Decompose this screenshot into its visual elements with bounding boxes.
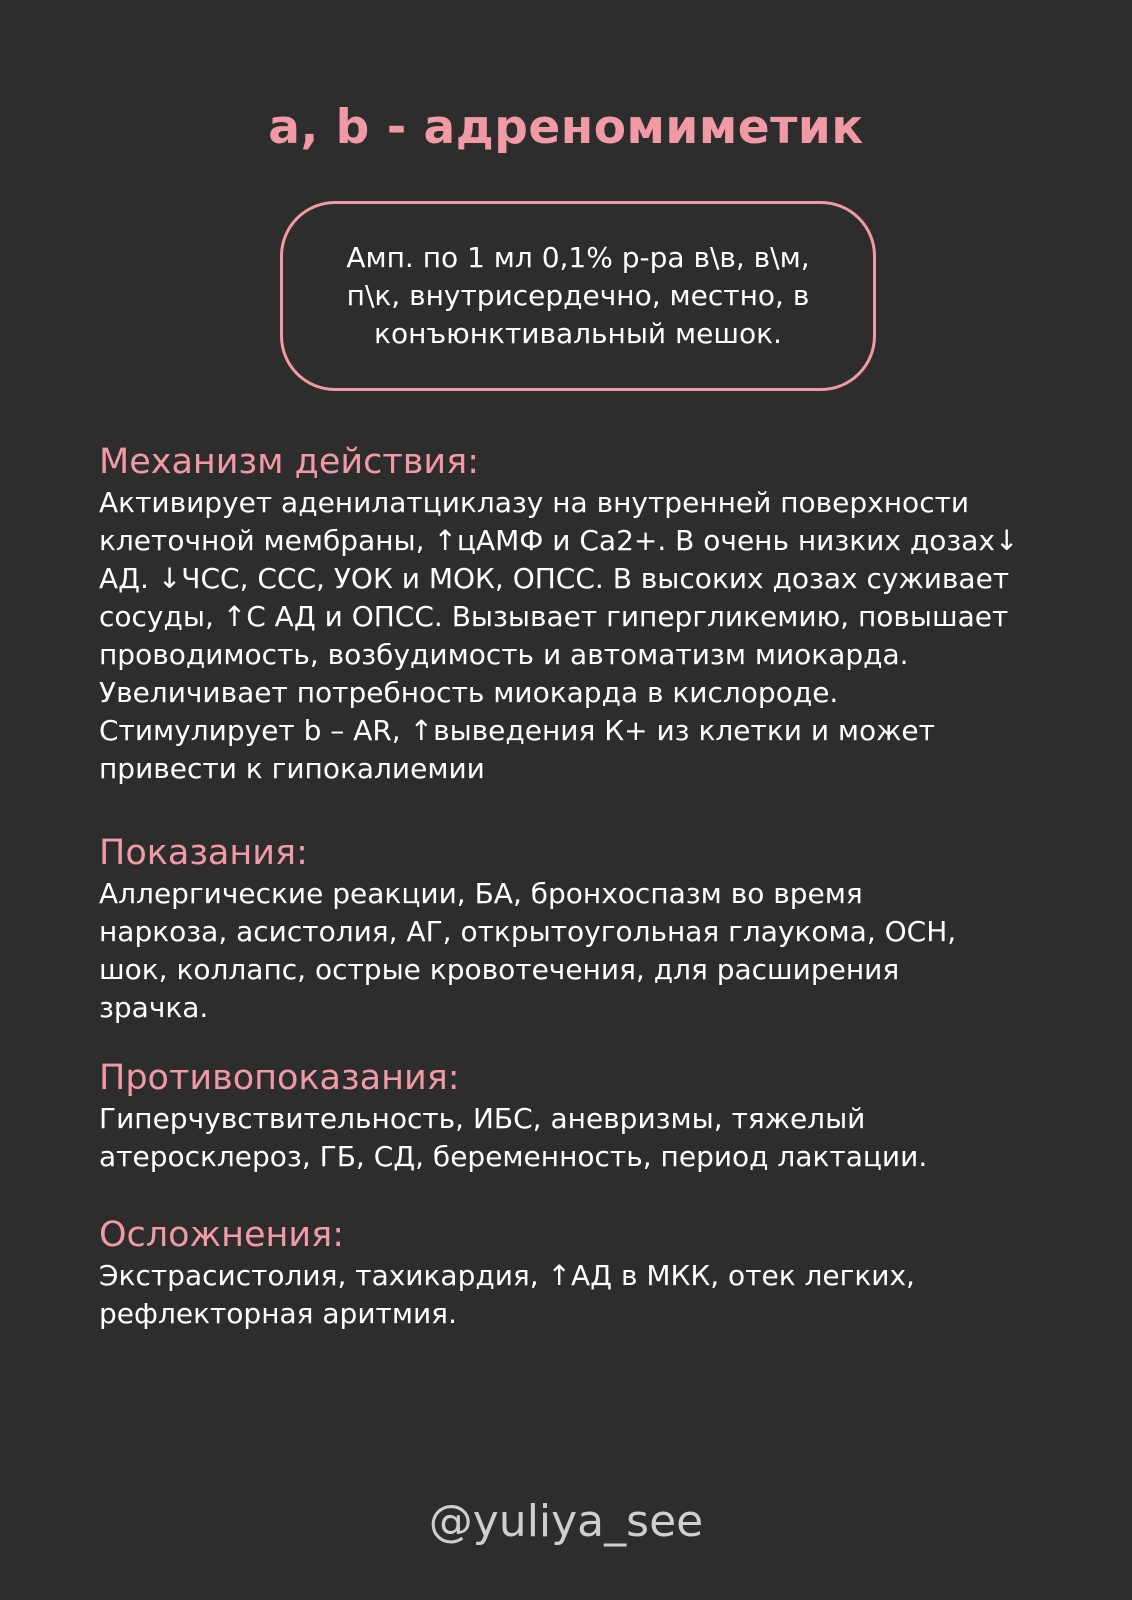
section-heading-indications: Показания: [99, 833, 308, 873]
section-heading-complications: Осложнения: [99, 1215, 344, 1255]
dosage-text: Амп. по 1 мл 0,1% р-ра в\в, в\м, п\к, внутрисердечно, местно, в конъюнктивальный мешок. [346, 241, 810, 350]
section-indications [99, 831, 1089, 1027]
section-body-indications: Аллергические реакции, БА, бронхоспазм во время наркоза, асистолия, АГ, открытоугольная глаукома, ОСН, шок, коллапс, острые кровотечения, для расширения зрачка. [99, 877, 957, 1024]
section-heading-mechanism: Механизм действия: [99, 442, 479, 482]
author-handle: @yuliya_see [428, 1496, 704, 1547]
section-body-contraindications: Гиперчувствительность, ИБС, аневризмы, тяжелый атеросклероз, ГБ, СД, беременность, период лактации. [99, 1102, 928, 1173]
section-body-mechanism: Активирует аденилатциклазу на внутренней поверхности клеточной мембраны, ↑цАМФ и Са2+. В очень низких дозах↓ АД. ↓ЧСС, ССС, УОК и МОК, ОПСС. В высоких дозах суживает сосуды, ↑С АД и ОПСС. Вызывает гипергликемию, повышает проводимость, возбудимость и автоматизм миокарда. Увеличивает потребность миокарда в кислороде. Стимулирует b – AR, ↑выведения К+ из клетки и может привести к гипокалиемии [99, 486, 1019, 785]
section-mechanism [99, 440, 1089, 788]
dosage-box [280, 201, 876, 391]
section-complications [99, 1213, 1089, 1333]
section-heading-contraindications: Противопоказания: [99, 1058, 460, 1098]
section-contraindications [99, 1056, 1089, 1176]
page-title: a, b - адреномиметик [268, 100, 864, 155]
section-body-complications: Экстрасистолия, тахикардия, ↑АД в МКК, отек легких, рефлекторная аритмия. [99, 1259, 915, 1330]
